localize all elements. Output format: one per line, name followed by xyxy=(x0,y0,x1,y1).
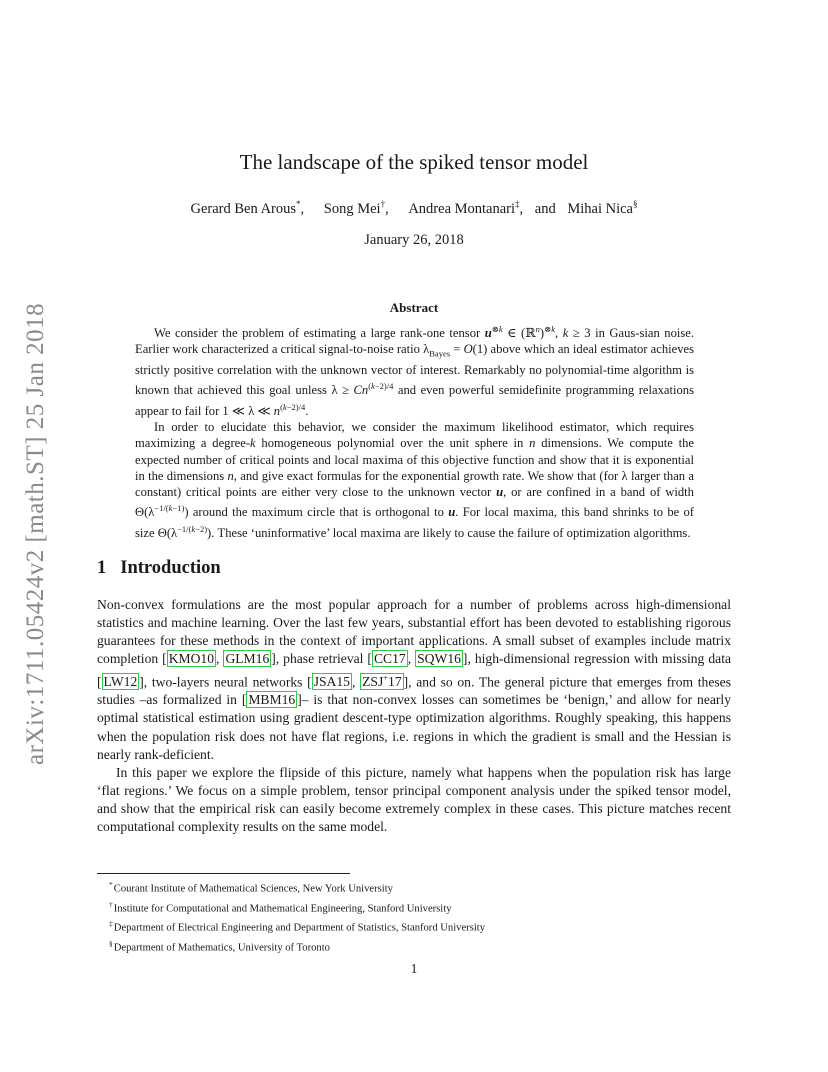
citation-link[interactable]: MBM16 xyxy=(248,692,296,708)
abstract-paragraph: We consider the problem of estimating a large rank-one tensor $u^{\otimes k}$ ∈ (ℝ$^n$)$^{\otimes k}$, k ≥ 3 in Gaus-sian noise. Earlier work characterized a critical signal-to-noise ratio $\lambda_{Bayes} = O(1)$ above which an ideal estimator achieves strictly positive correlation with the unknown vector of interest. Remarkably no polynomial-time algorithm is known that achieved this goal unless $\lambda \ge Cn^{(k-2)/4}$ and even powerful semidefinite programming relaxations appear to fail for 1 ≪ λ ≪ $n^{(k-2)/4}$. xyxy=(135,324,695,418)
body-paragraph: Non-convex formulations are the most popular approach for a number of problems across high-dimensional statistics and machine learning. Over the last few years, substantial effort has been devoted to establishing rigorous guarantees for these methods in the context of important applications. A small subset of examples include matrix completion [ KMO10 , GLM16 ], phase retrieval [ CC17 , SQW16 ], high-dimensional regression with missing data [ LW12 ], two-layers neural networks [ JSA15 , ZSJ+17 ], and so on. The general picture that emerges from theses studies –as formalized in [ MBM16 ]– is that non-convex losses can sometimes be ‘benign,’ and allow for nearly optimal statistical estimation using gradient descent-type optimization algorithms. Roughly speaking, this happens when the population risk does not have flat regions, i.e. regions in which the gradient is small and the Hessian is nearly rank-deficient. xyxy=(97,597,732,762)
footnote: §Department of Mathematics, University of Toronto xyxy=(109,939,330,954)
citation-link[interactable]: LW12 xyxy=(103,674,138,690)
abstract-body xyxy=(135,321,694,541)
author-list: Gerard Ben Arous*, Song Mei†, Andrea Montanari‡, and Mihai Nica§ xyxy=(190,199,638,217)
footnote: ‡Department of Electrical Engineering and Department of Statistics, Stanford University xyxy=(109,919,486,934)
citation-link[interactable]: CC17 xyxy=(373,651,406,667)
page-number: 1 xyxy=(410,961,418,976)
citation-link[interactable]: GLM16 xyxy=(225,651,270,667)
footnote: *Courant Institute of Mathematical Sciences, New York University xyxy=(109,880,393,895)
citation-link[interactable]: JSA15 xyxy=(313,674,350,690)
footnote: †Institute for Computational and Mathematical Engineering, Stanford University xyxy=(109,899,452,915)
introduction-body xyxy=(97,596,731,837)
abstract-heading: Abstract xyxy=(389,300,439,315)
abstract-paragraph: In order to elucidate this behavior, we consider the maximum likelihood estimator, which requires maximizing a degree-k homogeneous polynomial over the unit sphere in n dimensions. We compute the expected number of critical points and local maxima of this objective function and show that it is exponential in the dimensions n, and give exact formulas for the exponential growth rate. We show that (for λ larger than a constant) critical points are either very close to the unknown vector u, or are confined in a band of width $\Theta(\lambda^{-1/(k-1)})$ around the maximum circle that is orthogonal to u. For local maxima, this band shrinks to be of size $\Theta(\lambda^{-1/(k-2)})$. These ‘uninformative’ local maxima are likely to cause the failure of optimization algorithms. xyxy=(135,420,695,540)
arxiv-identifier: arXiv:1711.05424v2 [math.ST] 25 Jan 2018 xyxy=(22,302,49,765)
citation-link[interactable]: KMO10 xyxy=(168,651,215,667)
author-nica: Mihai Nica§ xyxy=(567,199,638,217)
author-ben-arous: Gerard Ben Arous*, xyxy=(190,199,305,217)
footnotes xyxy=(109,877,485,956)
body-paragraph: In this paper we explore the flipside of this picture, namely what happens when the population risk has large ‘flat regions.’ We focus on a simple problem, tensor principal component analysis under the spiked tensor model, and show that the empirical risk can easily become extremely complex in these cases. This picture matches recent computational complexity results on the same model. xyxy=(97,764,731,835)
footnote-divider xyxy=(97,873,350,874)
author-montanari: Andrea Montanari‡, xyxy=(408,199,524,217)
section-heading: 1 Introduction xyxy=(97,558,221,578)
paper-date: January 26, 2018 xyxy=(364,232,464,248)
citation-link[interactable]: ZSJ+17 xyxy=(362,672,402,690)
citation-link[interactable]: SQW16 xyxy=(417,651,461,667)
author-mei: Song Mei†, xyxy=(323,199,389,217)
paper-title: The landscape of the spiked tensor model xyxy=(239,150,589,174)
